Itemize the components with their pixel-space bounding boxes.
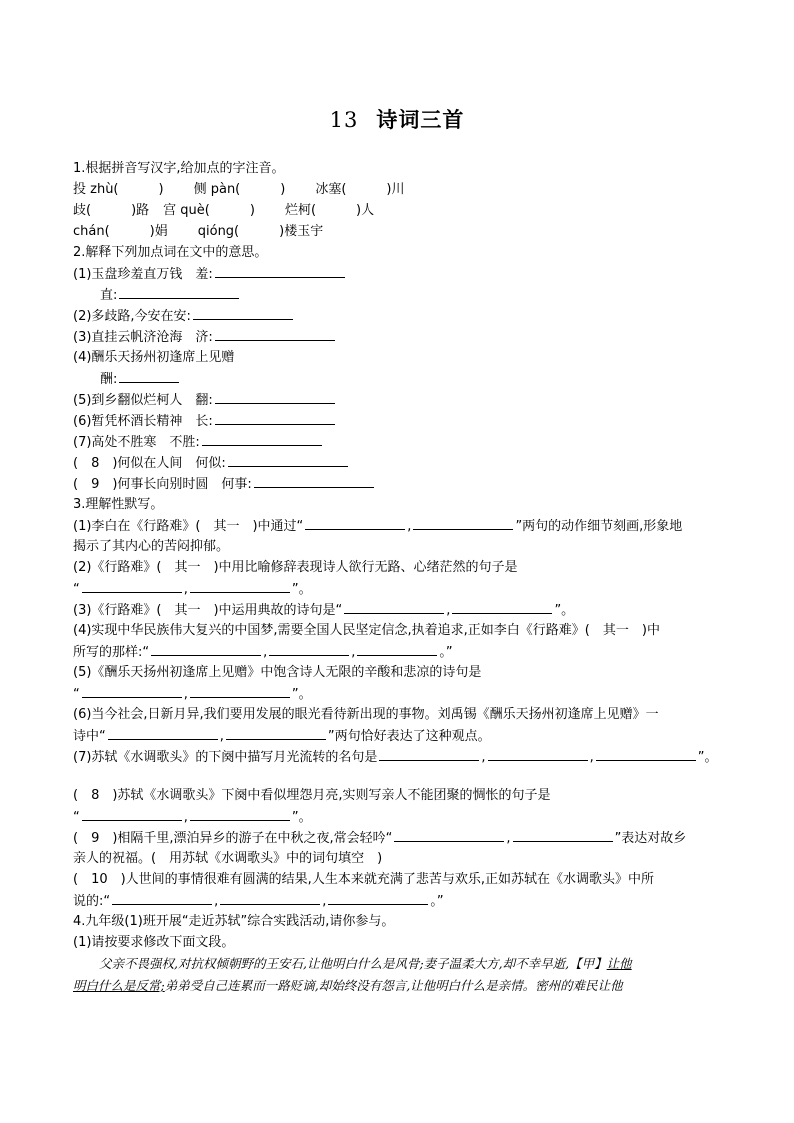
answer-blank[interactable] [190,578,290,593]
answer-blank[interactable] [193,305,293,320]
q1-row-2: 歧( )路 宫 què( ) 烂柯( )人 [73,203,375,218]
answer-blank[interactable] [82,578,182,593]
q2-item-2: (2)多歧路,今安在安: [73,305,725,326]
q2-item-4b: 酬: [73,368,725,389]
answer-blank[interactable] [112,890,212,905]
q3-s9: ( 9 )相隔千里,漂泊异乡的游子在中秋之夜,常会轻吟“ , ”表达对故乡 [73,827,725,848]
answer-blank[interactable] [305,515,405,530]
answer-blank[interactable] [82,806,182,821]
q2-item-7: (7)高处不胜寒 不胜: [73,431,725,452]
answer-blank[interactable] [269,641,349,656]
answer-blank[interactable] [119,368,179,383]
q3-s10: ( 10 )人世间的事情很难有圆满的结果,人生本来就充满了悲苦与欢乐,正如苏轼在《水调歌头》中所 [73,872,654,887]
answer-blank[interactable] [220,890,320,905]
answer-blank[interactable] [202,431,322,446]
answer-blank[interactable] [190,683,290,698]
answer-blank[interactable] [357,641,437,656]
q3-s8: ( 8 )苏轼《水调歌头》下阕中看似埋怨月亮,实则写亲人不能团聚的惆怅的句子是 [73,788,551,803]
answer-blank[interactable] [328,890,428,905]
q1-row-1: 投 zhù( ) 侧 pàn( ) 冰塞( )川 [73,182,405,197]
q3-s1c: 揭示了其内心的苦闷抑郁。 [73,539,230,554]
q3-s9c: 亲人的祝福。( 用苏轼《水调歌头》中的词句填空 ) [73,851,383,866]
q3-s5: (5)《酬乐天扬州初逢席上见赠》中饱含诗人无限的辛酸和悲凉的诗句是 [73,665,482,680]
lesson-title: 诗词三首 [376,107,465,132]
q3-heading: 3.理解性默写。 [73,497,164,512]
lesson-number: 13 [329,108,359,132]
q4-heading: 4.九年级(1)班开展“走近苏轼”综合实践活动,请你参与。 [73,914,395,929]
q4-sub1: (1)请按要求修改下面文段。 [73,935,235,950]
answer-blank[interactable] [119,284,239,299]
answer-blank[interactable] [151,641,261,656]
answer-blank[interactable] [82,683,182,698]
q2-item-8: ( 8 )何似在人间 何似: [73,452,725,473]
answer-blank[interactable] [215,389,335,404]
answer-blank[interactable] [379,746,479,761]
q2-item-9: ( 9 )何事长向别时圆 何事: [73,473,725,494]
q4-passage: 父亲不畏强权,对抗权倾朝野的王安石,让他明白什么是风骨;妻子温柔大方,却不幸早逝,【甲】让他 明白什么是反常;弟弟受自己连累而一路贬谪,却始终没有怨言,让他明白什么是亲情。密州的难民让他 [73,956,632,993]
q3-s6: (6)当今社会,日新月异,我们要用发展的眼光看待新出现的事物。刘禹锡《酬乐天扬州初逢席上见赠》一 [73,707,659,722]
q2-item-1: (1)玉盘珍羞直万钱 羞: [73,263,725,284]
page-title [0,104,794,134]
q3-s2: (2)《行路难》( 其一 )中用比喻修辞表现诗人欲行无路、心绪茫然的句子是 [73,560,518,575]
q3-s3: (3)《行路难》( 其一 )中运用典故的诗句是“ , ”。 [73,599,725,620]
answer-blank[interactable] [108,725,218,740]
answer-blank[interactable] [394,827,504,842]
answer-blank[interactable] [190,806,290,821]
answer-blank[interactable] [215,410,335,425]
answer-blank[interactable] [344,599,444,614]
answer-blank[interactable] [596,746,696,761]
q3-s6b: 诗中“ , ”两句恰好表达了这种观点。 [73,725,725,746]
q3-s4: (4)实现中华民族伟大复兴的中国梦,需要全国人民坚定信念,执着追求,正如李白《行路难》( 其一 )中 [73,623,660,638]
q3-s2-answer: “ , ”。 [73,578,725,599]
answer-blank[interactable] [413,515,513,530]
marker-jia: 【甲】 [569,956,607,971]
answer-blank[interactable] [452,599,552,614]
q1-row-3: chán( )娟 qióng( )楼玉宇 [73,224,324,239]
answer-blank[interactable] [228,452,348,467]
answer-blank[interactable] [215,263,345,278]
q3-s1: (1)李白在《行路难》( 其一 )中通过“ , ”两句的动作细节刻画,形象地 [73,515,725,536]
q3-s10b: 说的:“ , , 。” [73,890,725,911]
answer-blank[interactable] [226,725,326,740]
q1-heading: 1.根据拼音写汉字,给加点的字注音。 [73,161,285,176]
q3-s5-answer: “ , ”。 [73,683,725,704]
answer-blank[interactable] [488,746,588,761]
answer-blank[interactable] [215,326,335,341]
q2-item-3: (3)直挂云帆济沧海 济: [73,326,725,347]
q2-item-5: (5)到乡翻似烂柯人 翻: [73,389,725,410]
answer-blank[interactable] [254,473,374,488]
q3-s7: (7)苏轼《水调歌头》的下阕中描写月光流转的名句是 , , ”。 [73,746,725,767]
worksheet-body [73,158,725,997]
q2-item-4: (4)酬乐天扬州初逢席上见赠 [73,350,235,365]
answer-blank[interactable] [513,827,613,842]
q3-s8-answer: “ , ”。 [73,806,725,827]
q2-item-6: (6)暂凭杯酒长精神 长: [73,410,725,431]
q3-s4b: 所写的那样:“ , , 。” [73,641,725,662]
q2-heading: 2.解释下列加点词在文中的意思。 [73,245,268,260]
q2-item-1b: 直: [73,284,725,305]
